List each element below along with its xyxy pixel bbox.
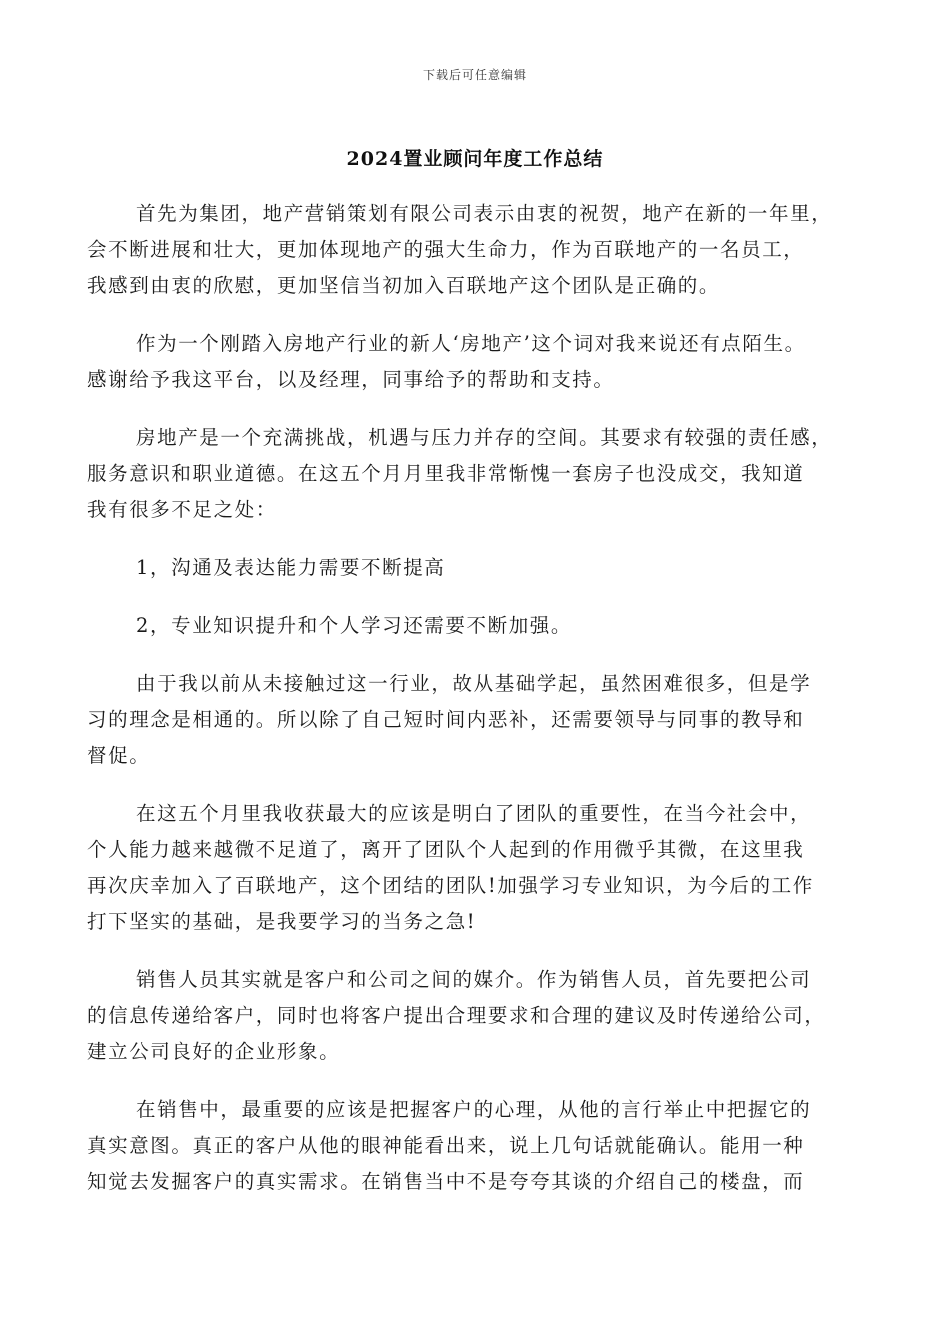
text-line: 会不断进展和壮大，更加体现地产的强大生命力，作为百联地产的一名员工， bbox=[87, 238, 805, 261]
text-line: 1，沟通及表达能力需要不断提高 bbox=[136, 556, 446, 579]
text-line: 服务意识和职业道德。在这五个月月里我非常惭愧一套房子也没成交，我知道 bbox=[87, 462, 805, 485]
text-line: 的信息传递给客户，同时也将客户提出合理要求和合理的建议及时传递给公司， bbox=[87, 1004, 826, 1027]
text-line: 我感到由衷的欣慰，更加坚信当初加入百联地产这个团队是正确的。 bbox=[87, 274, 721, 297]
paragraph bbox=[87, 796, 865, 940]
list-item bbox=[87, 550, 865, 586]
document-body bbox=[87, 196, 865, 1222]
text-line: 感谢给予我这平台，以及经理，同事给予的帮助和支持。 bbox=[87, 368, 615, 391]
text-line: 在销售中，最重要的应该是把握客户的心理，从他的言行举止中把握它的 bbox=[136, 1098, 812, 1121]
paragraph bbox=[87, 666, 865, 774]
paragraph bbox=[87, 196, 865, 304]
text-line: 由于我以前从未接触过这一行业，故从基础学起，虽然困难很多，但是学 bbox=[136, 672, 812, 695]
text-line: 打下坚实的基础，是我要学习的当务之急! bbox=[87, 910, 477, 933]
text-line: 在这五个月里我收获最大的应该是明白了团队的重要性，在当今社会中， bbox=[136, 802, 812, 825]
text-line: 房地产是一个充满挑战，机遇与压力并存的空间。其要求有较强的责任感， bbox=[136, 426, 833, 449]
text-line: 作为一个刚踏入房地产行业的新人‘房地产’这个词对我来说还有点陌生。 bbox=[136, 332, 806, 355]
paragraph bbox=[87, 420, 865, 528]
text-line: 个人能力越来越微不足道了，离开了团队个人起到的作用微乎其微，在这里我 bbox=[87, 838, 805, 861]
header-note: 下载后可任意编辑 bbox=[422, 68, 527, 82]
document-title: 2024置业顾问年度工作总结 bbox=[346, 148, 604, 170]
text-line: 2，专业知识提升和个人学习还需要不断加强。 bbox=[136, 614, 573, 637]
text-line: 我有很多不足之处： bbox=[87, 498, 277, 521]
text-line: 知觉去发掘客户的真实需求。在销售当中不是夸夸其谈的介绍自己的楼盘，而 bbox=[87, 1170, 805, 1193]
paragraph bbox=[87, 326, 865, 398]
text-line: 销售人员其实就是客户和公司之间的媒介。作为销售人员，首先要把公司 bbox=[136, 968, 812, 991]
text-line: 习的理念是相通的。所以除了自己短时间内恶补，还需要领导与同事的教导和 bbox=[87, 708, 805, 731]
paragraph bbox=[87, 962, 865, 1070]
text-line: 真实意图。真正的客户从他的眼神能看出来，说上几句话就能确认。能用一种 bbox=[87, 1134, 805, 1157]
list-item bbox=[87, 608, 865, 644]
text-line: 督促。 bbox=[87, 744, 151, 767]
text-line: 建立公司良好的企业形象。 bbox=[87, 1040, 341, 1063]
paragraph bbox=[87, 1092, 865, 1200]
text-line: 首先为集团，地产营销策划有限公司表示由衷的祝贺，地产在新的一年里， bbox=[136, 202, 833, 225]
text-line: 再次庆幸加入了百联地产，这个团结的团队!加强学习专业知识，为今后的工作 bbox=[87, 874, 814, 897]
